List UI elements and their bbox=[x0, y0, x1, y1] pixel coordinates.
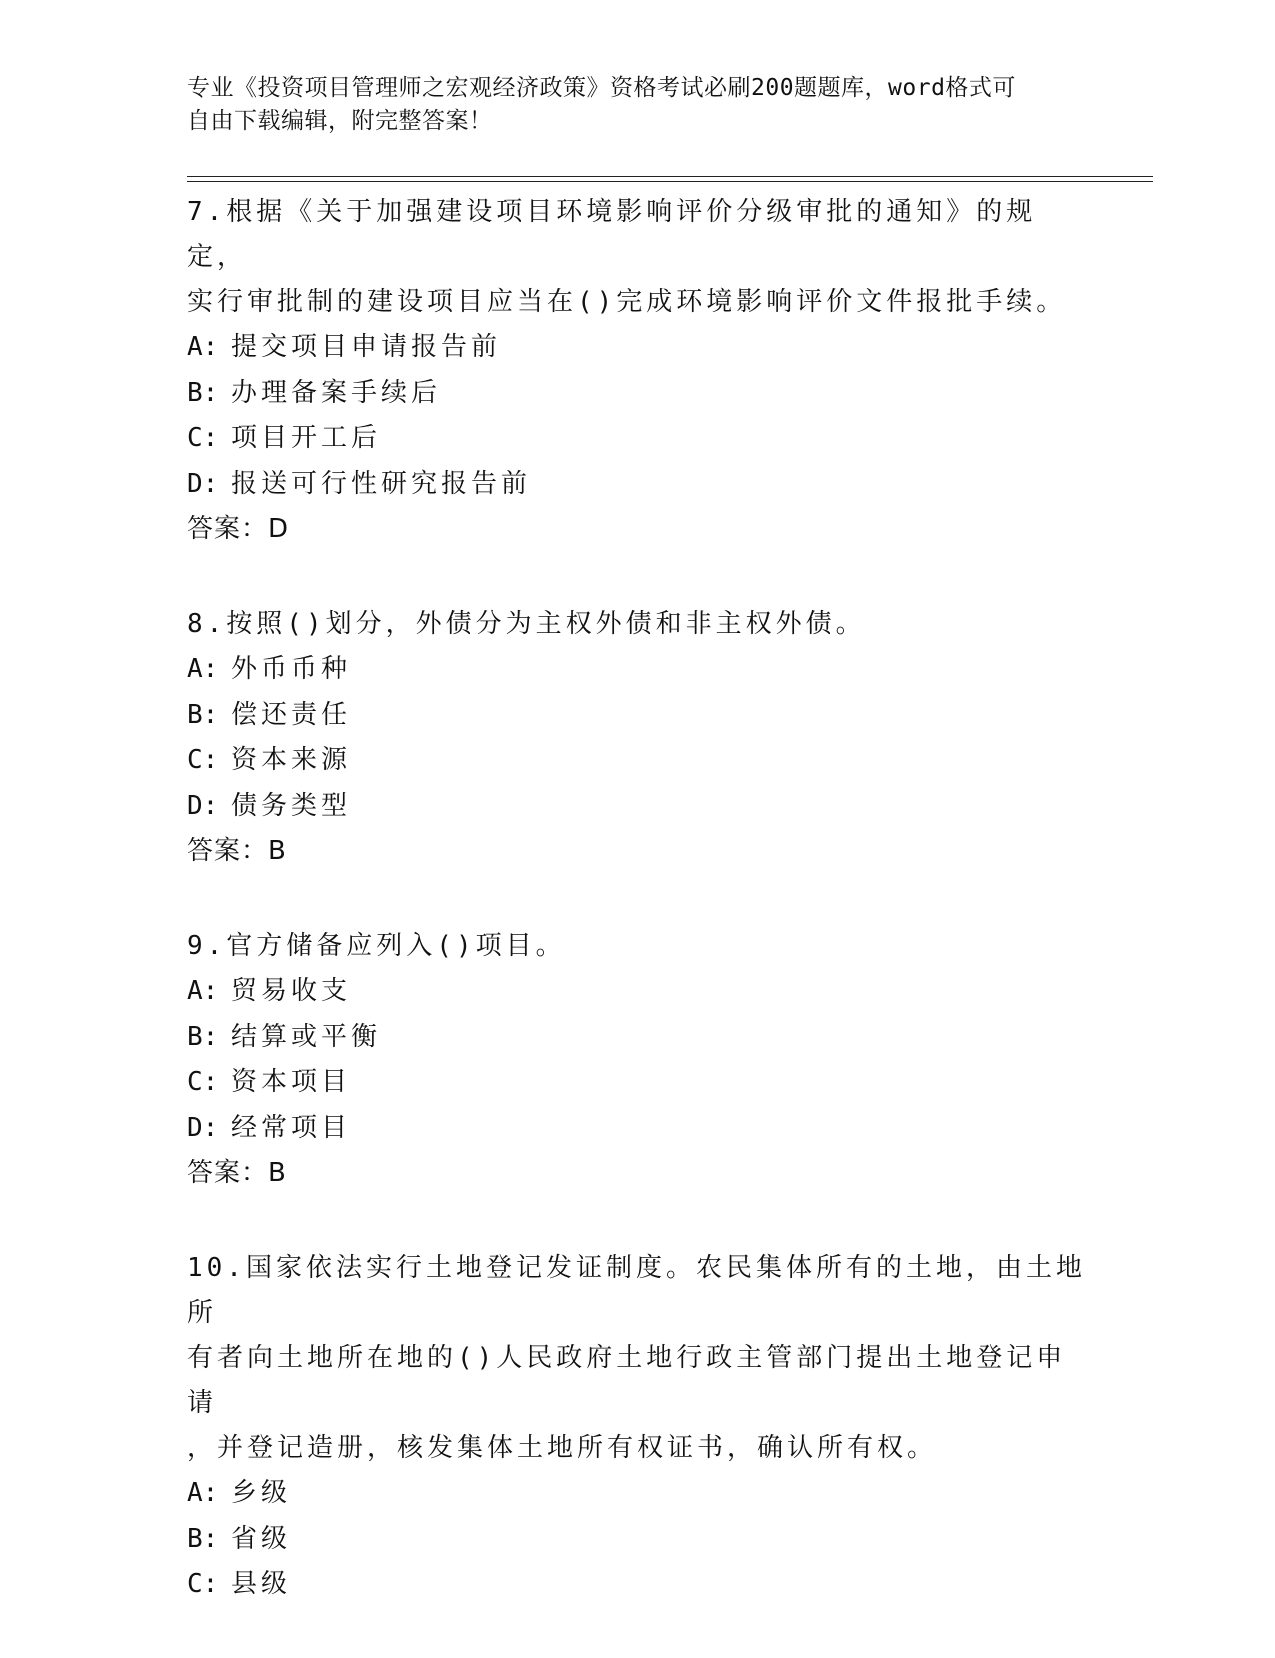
option-text: 资本项目 bbox=[231, 1067, 352, 1097]
option-label: C: bbox=[187, 423, 219, 453]
answer-option bbox=[187, 1562, 1087, 1608]
question-block bbox=[187, 190, 1087, 552]
option-label: C: bbox=[187, 745, 219, 775]
answer-key: 答案：D bbox=[187, 514, 290, 544]
question-stem-line: ，并登记造册，核发集体土地所有权证书，确认所有权。 bbox=[187, 1433, 938, 1463]
question-stem-line: 9.官方储备应列入()项目。 bbox=[187, 931, 566, 961]
header-line-1: 专业《投资项目管理师之宏观经济政策》资格考试必刷200题题库，word格式可 bbox=[187, 75, 1016, 101]
option-text: 偿还责任 bbox=[231, 699, 352, 730]
option-label: B: bbox=[187, 1523, 219, 1554]
answer-option bbox=[187, 969, 1087, 1015]
answer-option bbox=[187, 1015, 1087, 1061]
answer-option bbox=[187, 1517, 1087, 1563]
option-label: A: bbox=[187, 654, 219, 684]
option-text: 外币币种 bbox=[231, 654, 352, 684]
question-stem-line: 8.按照()划分，外债分为主权外债和非主权外债。 bbox=[187, 609, 866, 639]
option-text: 项目开工后 bbox=[231, 423, 382, 453]
option-text: 报送可行性研究报告前 bbox=[231, 468, 532, 499]
question-stem-line: 10.国家依法实行土地登记发证制度。农民集体所有的土地，由土地所 bbox=[187, 1253, 1086, 1328]
option-label: A: bbox=[187, 976, 219, 1006]
option-label: D: bbox=[187, 790, 219, 821]
answer-key: 答案：B bbox=[187, 1158, 287, 1188]
option-label: B: bbox=[187, 1021, 219, 1052]
question-block bbox=[187, 602, 1087, 874]
option-label: B: bbox=[187, 377, 219, 408]
option-label: D: bbox=[187, 468, 219, 499]
option-text: 结算或平衡 bbox=[231, 1021, 382, 1052]
answer-option bbox=[187, 784, 1087, 830]
header-divider-bottom bbox=[187, 181, 1153, 182]
question-stem-line: 实行审批制的建设项目应当在()完成环境影响评价文件报批手续。 bbox=[187, 287, 1067, 317]
option-label: A: bbox=[187, 1478, 219, 1508]
option-text: 提交项目申请报告前 bbox=[231, 332, 502, 362]
option-text: 经常项目 bbox=[231, 1112, 352, 1143]
option-label: C: bbox=[187, 1067, 219, 1097]
question-stem-line: 7.根据《关于加强建设项目环境影响评价分级审批的通知》的规定， bbox=[187, 197, 1037, 272]
header-divider-top bbox=[187, 176, 1153, 177]
question-block bbox=[187, 1246, 1087, 1608]
question-block bbox=[187, 924, 1087, 1196]
header-line-2: 自由下载编辑，附完整答案！ bbox=[187, 108, 493, 134]
answer-option bbox=[187, 693, 1087, 739]
answer-option bbox=[187, 371, 1087, 417]
option-text: 县级 bbox=[231, 1569, 292, 1599]
option-label: C: bbox=[187, 1569, 219, 1599]
question-stem-line: 有者向土地所在地的()人民政府土地行政主管部门提出土地登记申请 bbox=[187, 1343, 1067, 1418]
question-list bbox=[187, 190, 1087, 1658]
answer-option bbox=[187, 1106, 1087, 1152]
answer-option bbox=[187, 416, 1087, 462]
answer-option bbox=[187, 1060, 1087, 1106]
answer-key: 答案：B bbox=[187, 836, 287, 866]
option-text: 办理备案手续后 bbox=[231, 377, 442, 408]
answer-option bbox=[187, 738, 1087, 784]
option-text: 省级 bbox=[231, 1523, 292, 1554]
option-label: A: bbox=[187, 332, 219, 362]
option-label: D: bbox=[187, 1112, 219, 1143]
answer-option bbox=[187, 462, 1087, 508]
option-text: 债务类型 bbox=[231, 790, 352, 821]
option-label: B: bbox=[187, 699, 219, 730]
document-header bbox=[187, 72, 1067, 138]
answer-option bbox=[187, 325, 1087, 371]
answer-option bbox=[187, 1471, 1087, 1517]
option-text: 资本来源 bbox=[231, 745, 352, 775]
answer-option bbox=[187, 647, 1087, 693]
option-text: 乡级 bbox=[231, 1478, 292, 1508]
option-text: 贸易收支 bbox=[231, 976, 352, 1006]
